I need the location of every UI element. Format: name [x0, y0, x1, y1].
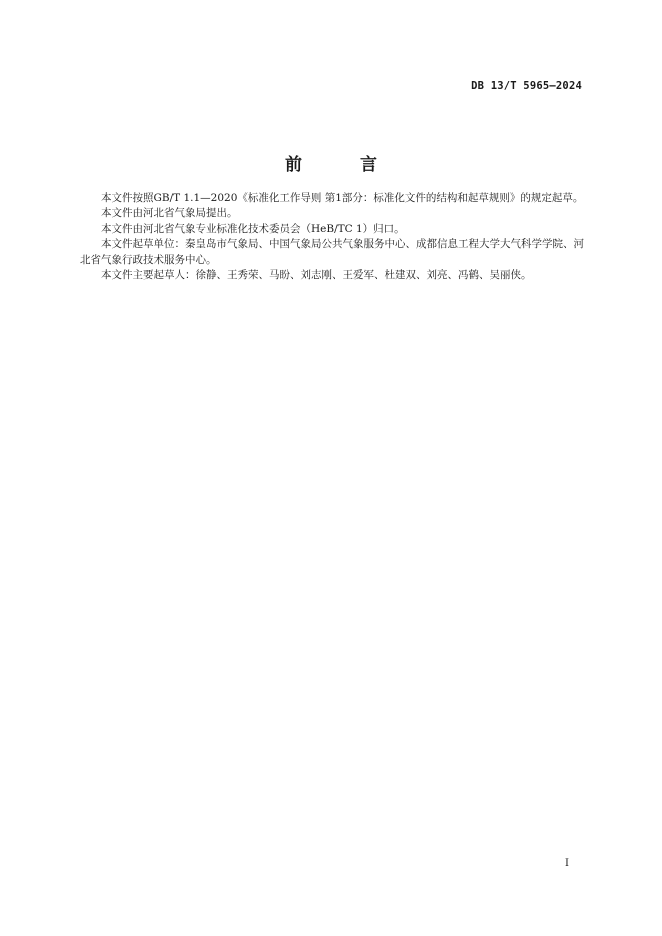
- paragraph-drafting-basis: 本文件按照GB/T 1.1—2020《标准化工作导则 第1部分：标准化文件的结构和起草规则》的规定起草。: [101, 192, 584, 204]
- paragraph-proposer: 本文件由河北省气象局提出。: [101, 207, 238, 220]
- preface-body: [80, 191, 584, 283]
- document-code: DB 13/T 5965—2024: [471, 80, 582, 92]
- page-title: 前 言: [285, 155, 403, 175]
- paragraph-drafting-units: 本文件起草单位：秦皇岛市气象局、中国气象局公共气象服务中心、成都信息工程大学大气科学学院、河北省气象行政技术服务中心。: [80, 238, 584, 266]
- paragraph-centralized-unit: 本文件由河北省气象专业标准化技术委员会（HeB/TC 1）归口。: [101, 222, 405, 235]
- paragraph-main-drafters: 本文件主要起草人：徐静、王秀荣、马盼、刘志刚、王爱军、杜建双、刘亮、冯鹤、吴丽侠。: [101, 269, 532, 282]
- page-number: I: [565, 858, 569, 869]
